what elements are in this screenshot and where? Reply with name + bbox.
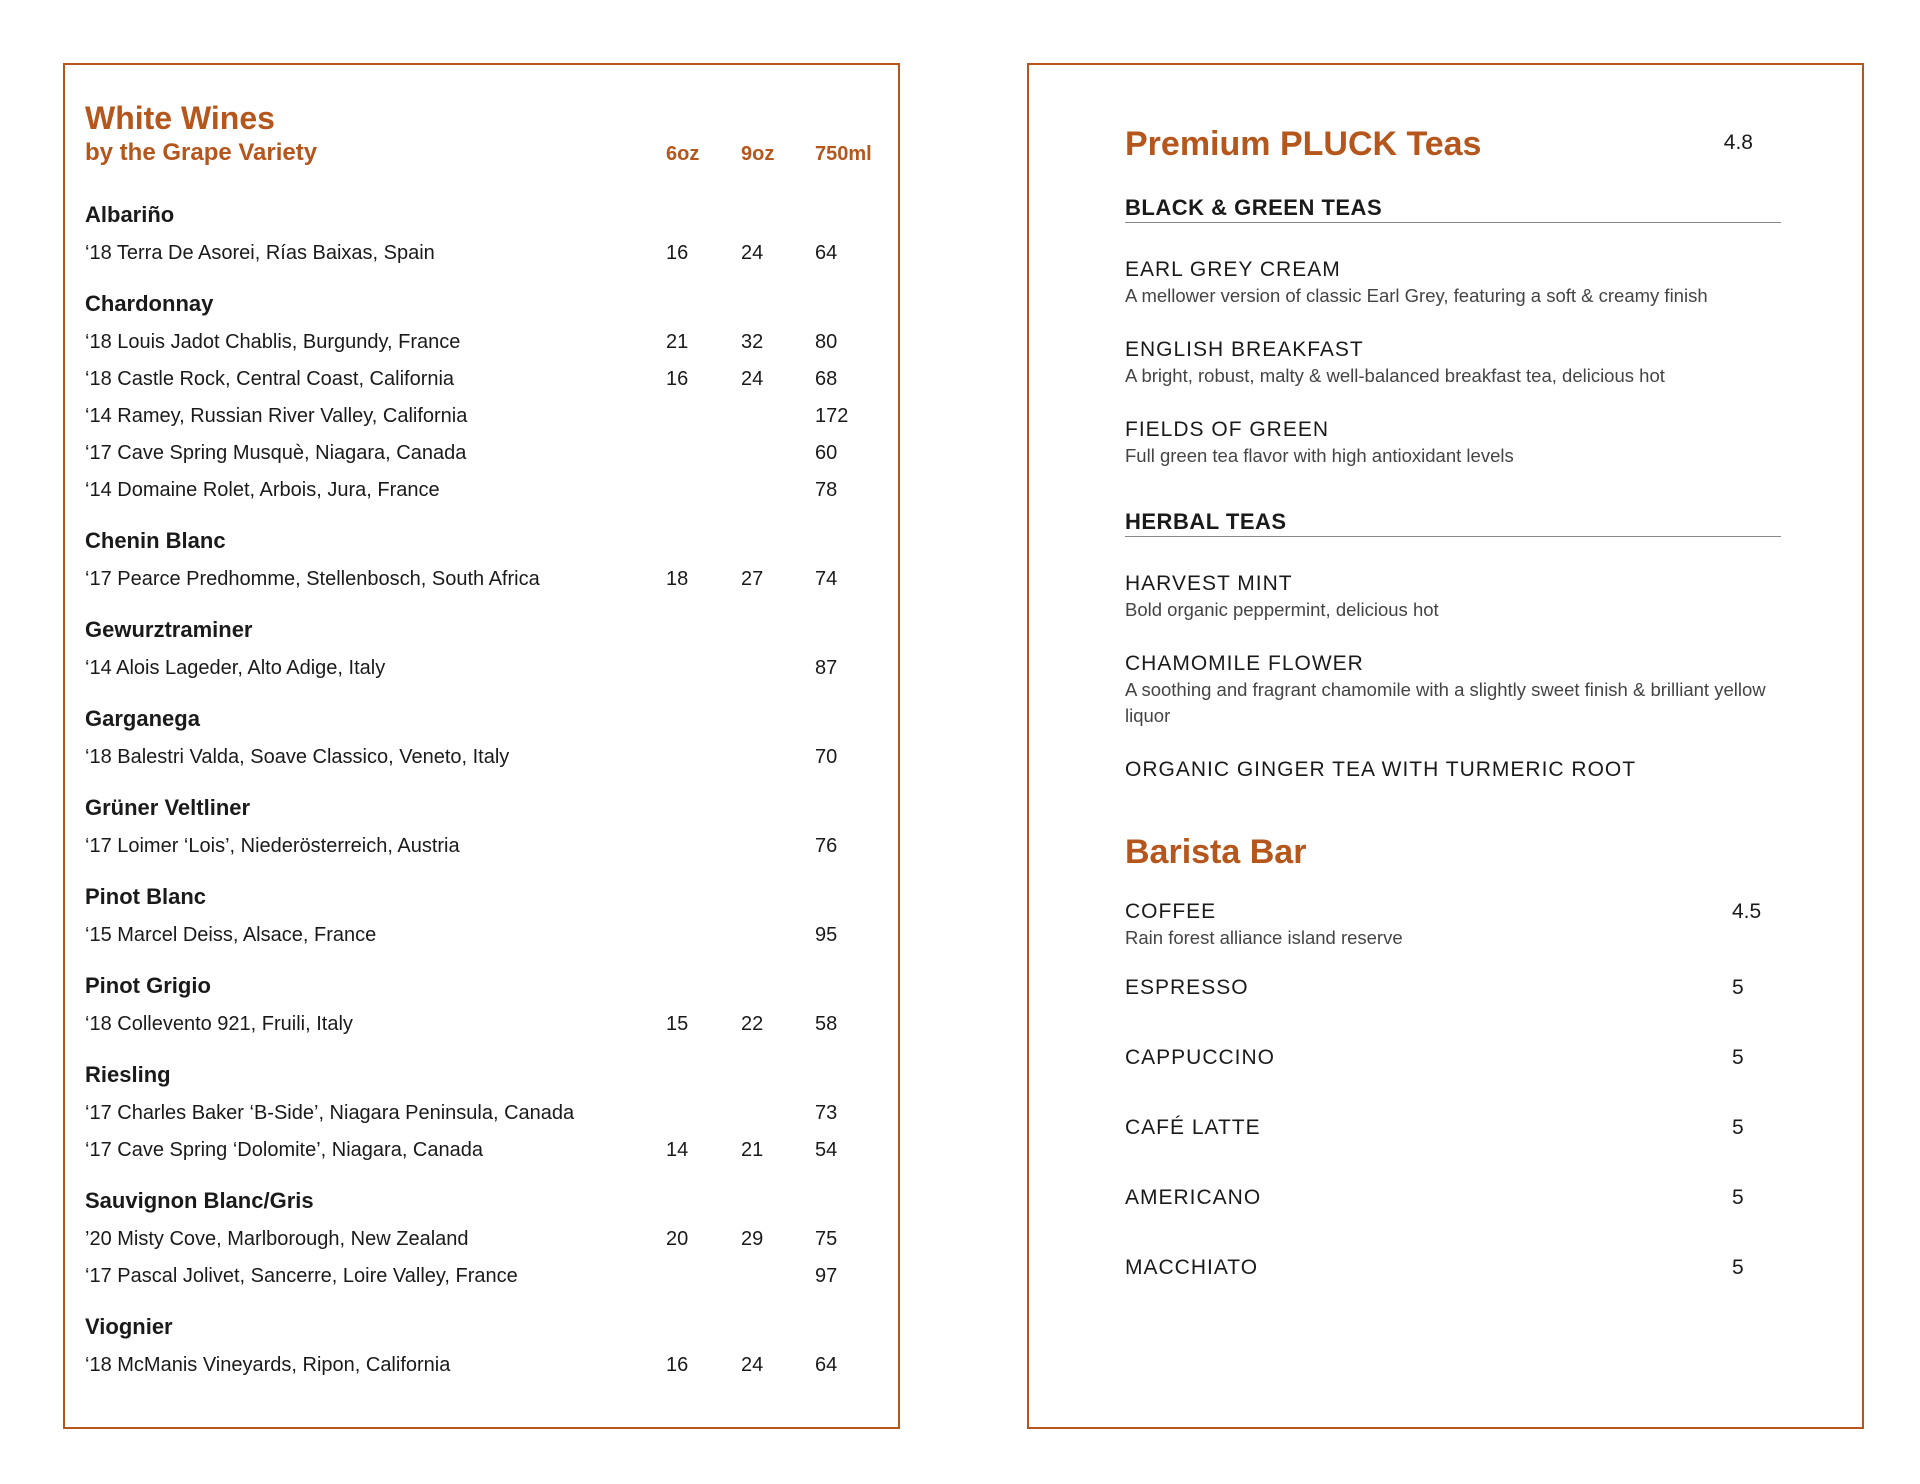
white-wines-panel <box>63 63 900 1429</box>
variety-name: Albariño <box>85 202 175 227</box>
price-750ml: 97 <box>815 1265 838 1287</box>
wine-name: ‘17 Pearce Predhomme, Stellenbosch, South Africa <box>85 568 540 590</box>
wine-name: ‘15 Marcel Deiss, Alsace, France <box>85 924 377 946</box>
drink-price: 4.5 <box>1732 900 1762 923</box>
price-750ml: 76 <box>815 835 838 857</box>
wine-row <box>85 1132 885 1169</box>
price-6oz: 16 <box>666 1354 689 1376</box>
white-wines-content <box>85 99 885 1384</box>
wine-name: ’20 Misty Cove, Marlborough, New Zealand <box>85 1228 469 1250</box>
price-750ml: 68 <box>815 368 838 390</box>
wine-row <box>85 1095 885 1132</box>
price-750ml: 80 <box>815 331 838 353</box>
price-6oz: 18 <box>666 568 689 590</box>
barista-item <box>1125 1255 1781 1301</box>
drink-name: COFFEE <box>1125 900 1217 923</box>
divider <box>1125 222 1781 223</box>
tea-name: HARVEST MINT <box>1125 572 1293 595</box>
price-9oz: 24 <box>741 242 764 264</box>
wine-variety <box>85 788 885 865</box>
variety-name: Pinot Blanc <box>85 884 207 909</box>
wine-row <box>85 739 885 776</box>
price-750ml: 54 <box>815 1139 838 1161</box>
wine-row <box>85 472 885 509</box>
wine-name: ‘17 Loimer ‘Lois’, Niederösterreich, Austria <box>85 835 460 857</box>
barista-header <box>1125 829 1781 875</box>
wine-row <box>85 435 885 472</box>
divider <box>1125 536 1781 537</box>
price-6oz: 14 <box>666 1139 689 1161</box>
wine-row <box>85 398 885 435</box>
black-green-teas-heading <box>1125 193 1781 227</box>
wine-row <box>85 235 885 272</box>
wine-variety <box>85 284 885 509</box>
price-750ml: 58 <box>815 1013 838 1035</box>
tea-name: CHAMOMILE FLOWER <box>1125 652 1364 675</box>
teas-header <box>1125 121 1781 167</box>
tea-item <box>1125 651 1781 729</box>
column-header-9oz: 9oz <box>741 143 775 165</box>
variety-name: Gewurztraminer <box>85 617 253 642</box>
price-750ml: 75 <box>815 1228 838 1250</box>
tea-item <box>1125 337 1781 389</box>
wine-name: ‘18 Balestri Valda, Soave Classico, Veneto, Italy <box>85 746 510 768</box>
wine-row <box>85 1347 885 1384</box>
wine-name: ‘18 Terra De Asorei, Rías Baixas, Spain <box>85 242 435 264</box>
wine-row <box>85 828 885 865</box>
wine-variety <box>85 1307 885 1384</box>
wine-row <box>85 1221 885 1258</box>
tea-name: EARL GREY CREAM <box>1125 258 1341 281</box>
category-label: BLACK & GREEN TEAS <box>1125 195 1386 221</box>
variety-name: Pinot Grigio <box>85 973 211 998</box>
tea-description: A soothing and fragrant chamomile with a slightly sweet finish & brilliant yellow liquor <box>1125 679 1766 726</box>
price-750ml: 60 <box>815 442 838 464</box>
tea-description: A mellower version of classic Earl Grey, featuring a soft & creamy finish <box>1125 285 1708 306</box>
drink-price: 5 <box>1732 1046 1744 1069</box>
tea-description: Bold organic peppermint, delicious hot <box>1125 599 1439 620</box>
tea-name: FIELDS OF GREEN <box>1125 418 1330 441</box>
white-wines-title: White Wines <box>85 100 275 136</box>
price-750ml: 95 <box>815 924 838 946</box>
variety-name: Viognier <box>85 1314 173 1339</box>
white-wines-subheader <box>85 137 885 173</box>
drink-name: MACCHIATO <box>1125 1256 1259 1279</box>
teas-barista-panel <box>1027 63 1864 1429</box>
wine-row <box>85 650 885 687</box>
drink-name: ESPRESSO <box>1125 976 1249 999</box>
wine-name: ‘18 McManis Vineyards, Ripon, California <box>85 1354 451 1376</box>
variety-name: Chenin Blanc <box>85 528 226 553</box>
barista-title: Barista Bar <box>1125 833 1307 871</box>
barista-item <box>1125 899 1781 951</box>
tea-description: A bright, robust, malty & well-balanced breakfast tea, delicious hot <box>1125 365 1665 386</box>
wine-variety <box>85 1055 885 1169</box>
herbal-teas-list <box>1125 571 1781 783</box>
price-6oz: 20 <box>666 1228 689 1250</box>
wine-name: ‘17 Pascal Jolivet, Sancerre, Loire Valley, France <box>85 1265 518 1287</box>
price-750ml: 172 <box>815 405 849 427</box>
wine-name: ‘17 Cave Spring ‘Dolomite’, Niagara, Canada <box>85 1139 483 1161</box>
column-header-750ml: 750ml <box>815 143 872 165</box>
variety-name: Chardonnay <box>85 291 214 316</box>
wine-variety <box>85 966 885 1043</box>
drink-name: CAFÉ LATTE <box>1125 1116 1261 1139</box>
wine-variety <box>85 610 885 687</box>
price-750ml: 73 <box>815 1102 838 1124</box>
wine-row <box>85 1006 885 1043</box>
price-9oz: 27 <box>741 568 764 590</box>
price-750ml: 87 <box>815 657 838 679</box>
tea-name: ENGLISH BREAKFAST <box>1125 338 1364 361</box>
wine-name: ‘17 Charles Baker ‘B-Side’, Niagara Peninsula, Canada <box>85 1102 575 1124</box>
price-750ml: 78 <box>815 479 838 501</box>
category-label: HERBAL TEAS <box>1125 509 1291 535</box>
variety-name: Sauvignon Blanc/Gris <box>85 1188 314 1213</box>
drink-description: Rain forest alliance island reserve <box>1125 927 1403 948</box>
price-750ml: 74 <box>815 568 838 590</box>
wine-name: ‘18 Castle Rock, Central Coast, California <box>85 368 455 390</box>
price-6oz: 21 <box>666 331 689 353</box>
price-9oz: 21 <box>741 1139 764 1161</box>
price-9oz: 32 <box>741 331 764 353</box>
wine-row <box>85 917 885 954</box>
teas-price: 4.8 <box>1723 131 1753 154</box>
tea-item <box>1125 257 1781 309</box>
column-header-6oz: 6oz <box>666 143 700 165</box>
price-6oz: 16 <box>666 368 689 390</box>
price-9oz: 24 <box>741 368 764 390</box>
white-wines-subtitle: by the Grape Variety <box>85 139 318 166</box>
price-6oz: 16 <box>666 242 689 264</box>
tea-description: Full green tea flavor with high antioxidant levels <box>1125 445 1514 466</box>
barista-item <box>1125 975 1781 1021</box>
herbal-teas-heading <box>1125 507 1781 541</box>
barista-list <box>1125 899 1781 1301</box>
barista-item <box>1125 1115 1781 1161</box>
wine-variety <box>85 699 885 776</box>
variety-name: Riesling <box>85 1062 171 1087</box>
drink-price: 5 <box>1732 1186 1744 1209</box>
tea-item <box>1125 757 1781 783</box>
price-9oz: 29 <box>741 1228 764 1250</box>
price-750ml: 70 <box>815 746 838 768</box>
price-9oz: 24 <box>741 1354 764 1376</box>
wine-row <box>85 324 885 361</box>
price-6oz: 15 <box>666 1013 689 1035</box>
barista-item <box>1125 1045 1781 1091</box>
wine-name: ‘14 Ramey, Russian River Valley, California <box>85 405 468 427</box>
drink-price: 5 <box>1732 1116 1744 1139</box>
wine-row <box>85 1258 885 1295</box>
wine-list <box>85 195 885 1384</box>
wine-name: ‘14 Domaine Rolet, Arbois, Jura, France <box>85 479 440 501</box>
wine-row <box>85 361 885 398</box>
price-750ml: 64 <box>815 242 838 264</box>
teas-barista-content <box>1125 121 1781 1301</box>
drink-price: 5 <box>1732 1256 1744 1279</box>
wine-row <box>85 561 885 598</box>
tea-item <box>1125 571 1781 623</box>
wine-variety <box>85 877 885 954</box>
variety-name: Grüner Veltliner <box>85 795 251 820</box>
wine-name: ‘17 Cave Spring Musquè, Niagara, Canada <box>85 442 467 464</box>
wine-name: ‘18 Louis Jadot Chablis, Burgundy, France <box>85 331 461 353</box>
wine-name: ‘14 Alois Lageder, Alto Adige, Italy <box>85 657 386 679</box>
barista-item <box>1125 1185 1781 1231</box>
tea-item <box>1125 417 1781 469</box>
wine-variety <box>85 195 885 272</box>
wine-variety <box>85 1181 885 1295</box>
drink-name: AMERICANO <box>1125 1186 1262 1209</box>
tea-name: ORGANIC GINGER TEA WITH TURMERIC ROOT <box>1125 758 1637 781</box>
teas-title: Premium PLUCK Teas <box>1125 125 1482 163</box>
wine-name: ‘18 Collevento 921, Fruili, Italy <box>85 1013 353 1035</box>
drink-price: 5 <box>1732 976 1744 999</box>
black-green-teas-list <box>1125 257 1781 469</box>
price-750ml: 64 <box>815 1354 838 1376</box>
drink-name: CAPPUCCINO <box>1125 1046 1276 1069</box>
variety-name: Garganega <box>85 706 200 731</box>
price-9oz: 22 <box>741 1013 764 1035</box>
barista-bar-section <box>1125 829 1781 1301</box>
wine-variety <box>85 521 885 598</box>
